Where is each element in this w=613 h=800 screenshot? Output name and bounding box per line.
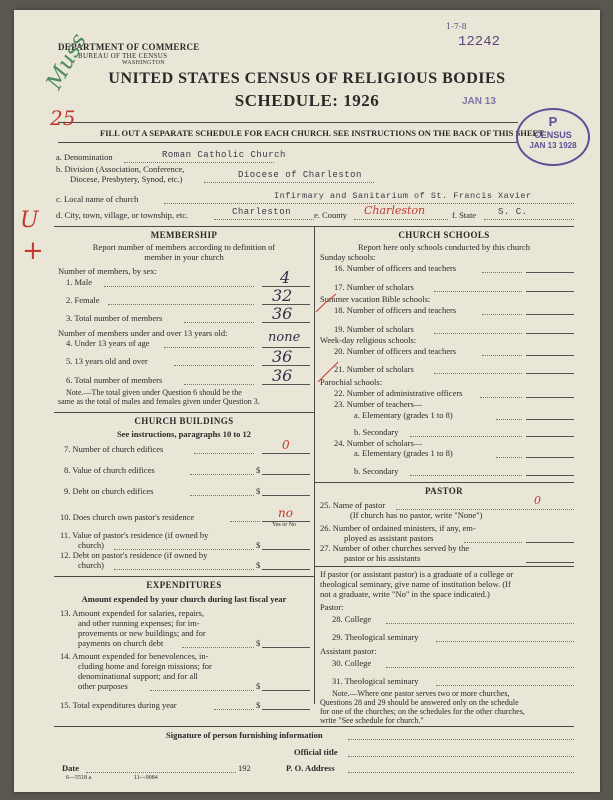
form-number-1: 6—5518 a [66, 775, 92, 781]
denomination-value: Roman Catholic Church [162, 150, 286, 160]
q8-dollar: $ [256, 465, 261, 475]
q15-label: 15. Total expenditures during year [60, 700, 177, 710]
membership-note-2: same as the total of males and females given under Question 3. [58, 397, 260, 406]
q19-label: 19. Number of scholars [334, 324, 414, 334]
q24-label: 24. Number of scholars— [334, 438, 423, 448]
q1-label: 1. Male [66, 277, 92, 287]
q17-label: 17. Number of scholars [334, 282, 414, 292]
q11-dollar: $ [256, 540, 261, 550]
census-schedule-sheet [14, 10, 600, 792]
county-label: e. County [314, 210, 348, 220]
pastor-note-3: for one of the churches; on the schedules for the other churches, [320, 707, 525, 716]
age-intro-label: Number of members under and over 13 years old: [58, 328, 228, 338]
membership-note-1: Note.—The total given under Question 6 should be the [66, 388, 242, 397]
graduate-instruction-1: If pastor (or assistant pastor) is a graduate of a college or [320, 569, 514, 579]
state-label: f. State [452, 210, 477, 220]
q14-label-3: denominational support; and for all [78, 671, 198, 681]
schools-intro: Report here only schools conducted by this church [357, 242, 531, 252]
weekday-label: Week-day religious schools: [320, 335, 417, 345]
q4-value: none [268, 330, 301, 345]
green-margin-note: Muss [42, 29, 92, 94]
signature-label: Signature of person furnishing information [166, 730, 323, 740]
q26-label-2: ployed as assistant pastors [344, 533, 434, 543]
q13-label-1: 13. Amount expended for salaries, repairs, [60, 608, 204, 618]
footer-divider [54, 726, 574, 727]
bureau-label: BUREAU OF THE CENSUS [78, 52, 168, 60]
q5-value: 36 [272, 347, 293, 366]
expenditures-intro: Amount expended by your church during last fiscal year [81, 594, 287, 604]
po-address-label: P. O. Address [286, 763, 335, 773]
red-margin-letter: U [20, 208, 39, 233]
membership-intro-2: member in your church [144, 252, 224, 262]
q9-label: 9. Debt on church edifices [64, 486, 154, 496]
q23b-label: b. Secondary [354, 427, 399, 437]
expenditures-title: EXPENDITURES [146, 580, 222, 590]
q22-label: 22. Number of administrative officers [334, 388, 463, 398]
city-label-field: d. City, town, village, or township, etc. [56, 210, 189, 220]
q14-label-4: other purposes [78, 681, 128, 691]
census-stamp-letter: P [548, 114, 558, 129]
q24b-label: b. Secondary [354, 466, 399, 476]
division-label-2: Diocese, Presbytery, Synod, etc.) [70, 174, 183, 184]
buildings-intro: See instructions, paragraphs 10 to 12 [116, 429, 252, 439]
q16-label: 16. Number of officers and teachers [334, 263, 457, 273]
q23a-label: a. Elementary (grades 1 to 8) [354, 410, 453, 420]
assistant-sub-label: Assistant pastor: [320, 646, 377, 656]
q28-label: 28. College [332, 614, 372, 624]
q18-label: 18. Number of officers and teachers [334, 305, 457, 315]
q10-value: no [278, 506, 293, 520]
pastor-sub-label: Pastor: [320, 602, 344, 612]
header-divider [58, 122, 518, 123]
q5-label: 5. 13 years old and over [66, 356, 148, 366]
q25-value: 0 [534, 494, 541, 507]
q25-hint: (If church has no pastor, write "None") [350, 510, 483, 520]
schedule-title: SCHEDULE: 1926 [234, 91, 380, 110]
instructions-line: FILL OUT A SEPARATE SCHEDULE FOR EACH CHURCH. SEE INSTRUCTIONS ON THE BACK OF THIS SHEET [100, 128, 544, 138]
census-stamp-date: JAN 13 1928 [529, 141, 577, 150]
pastor-note-1: Note.—Where one pastor serves two or more churches, [332, 689, 510, 698]
q7-label: 7. Number of church edifices [64, 444, 164, 454]
q2-label: 2. Female [66, 295, 100, 305]
instructions-divider [58, 142, 518, 143]
q25-label: 25. Name of pastor [320, 500, 386, 510]
q8-label: 8. Value of church edifices [64, 465, 155, 475]
census-stamp [516, 108, 590, 166]
membership-title: MEMBERSHIP [150, 230, 218, 240]
buildings-title: CHURCH BUILDINGS [134, 416, 234, 426]
received-date-stamp: JAN 13 [462, 96, 496, 107]
red-margin-plus: + [22, 236, 44, 266]
sunday-label: Sunday schools: [320, 252, 376, 262]
graduate-instruction-2: theological seminary, give name of institution below. (If [320, 579, 511, 589]
form-number-2: 11—9084 [134, 775, 158, 781]
q7-value: 0 [282, 438, 290, 452]
red-check-marks [314, 292, 344, 388]
red-margin-number: 25 [50, 106, 76, 130]
q14-label-1: 14. Amount expended for benevolences, in- [60, 651, 209, 661]
q21-label: 21. Number of scholars [334, 364, 414, 374]
q24a-label: a. Elementary (grades 1 to 8) [354, 448, 453, 458]
state-value: S. C. [498, 207, 528, 217]
file-small-number: 1-7-8 [446, 22, 467, 31]
q13-label-2: and other running expenses; for im- [78, 618, 200, 628]
q11-label-2: church) [78, 540, 104, 550]
q15-dollar: $ [256, 700, 261, 710]
pastor-note-2: Questions 28 and 29 should be answered only on the schedule [320, 698, 519, 707]
q20-label: 20. Number of officers and teachers [334, 346, 457, 356]
date-label: Date [62, 763, 79, 773]
q6-value: 36 [272, 366, 293, 385]
q13-label-4: payments on church debt [78, 638, 164, 648]
q10-label: 10. Does church own pastor's residence [60, 512, 195, 522]
q1-value: 4 [280, 268, 291, 287]
q12-label-1: 12. Debt on pastor's residence (if owned by [60, 550, 208, 560]
check-mark-q2 [316, 294, 336, 312]
official-title-label: Official title [294, 747, 338, 757]
q11-label-1: 11. Value of pastor's residence (if owned by [60, 530, 209, 540]
q13-label-3: provements or new buildings; and for [78, 628, 206, 638]
vacation-label: Summer vacation Bible schools: [320, 294, 431, 304]
q26-label-1: 26. Number of ordained ministers, if any, em- [320, 523, 476, 533]
by-sex-label: Number of members, by sex: [58, 266, 157, 276]
q3-label: 3. Total number of members [66, 313, 163, 323]
q31-label: 31. Theological seminary [332, 676, 419, 686]
membership-intro-1: Report number of members according to definition of [92, 242, 276, 252]
q29-label: 29. Theological seminary [332, 632, 419, 642]
graduate-instruction-3: not a graduate, write "No" in the space indicated.) [320, 589, 490, 599]
q30-label: 30. College [332, 658, 372, 668]
city-label: WASHINGTON [122, 60, 165, 66]
q3-value: 36 [272, 304, 293, 323]
q27-label-1: 27. Number of other churches served by the [320, 543, 470, 553]
q9-dollar: $ [256, 486, 261, 496]
check-mark-q6 [318, 362, 338, 382]
q6-label: 6. Total number of members [66, 375, 163, 385]
local-name-label: c. Local name of church [56, 194, 139, 204]
census-stamp-word: CENSUS [534, 130, 572, 140]
county-value: Charleston [364, 204, 426, 217]
q12-label-2: church) [78, 560, 104, 570]
pastor-note-4: write "See schedule for church." [320, 716, 424, 725]
local-name-value: Infirmary and Sanitarium of St. Francis Xavier [274, 191, 532, 201]
q23-label: 23. Number of teachers— [334, 399, 423, 409]
division-value: Diocese of Charleston [238, 170, 362, 180]
q12-dollar: $ [256, 560, 261, 570]
form-title: UNITED STATES CENSUS OF RELIGIOUS BODIES [108, 70, 506, 87]
q4-label: 4. Under 13 years of age [66, 338, 150, 348]
division-label: b. Division (Association, Conference, [56, 164, 185, 174]
schools-title: CHURCH SCHOOLS [398, 230, 490, 240]
q10-hint: Yes or No [272, 522, 297, 528]
year-label: 192 [238, 763, 251, 773]
city-value: Charleston [232, 207, 292, 217]
q2-value: 32 [272, 286, 293, 305]
q14-label-2: cluding home and foreign missions; for [78, 661, 212, 671]
department-label: DEPARTMENT OF COMMERCE [58, 42, 200, 52]
parochial-label: Parochial schools: [320, 377, 383, 387]
pastor-title: PASTOR [424, 486, 464, 496]
file-number: 12242 [458, 34, 501, 50]
q13-dollar: $ [256, 638, 261, 648]
q14-dollar: $ [256, 681, 261, 691]
denomination-label: a. Denomination [56, 152, 113, 162]
q27-label-2: pastor or his assistants [344, 553, 421, 563]
